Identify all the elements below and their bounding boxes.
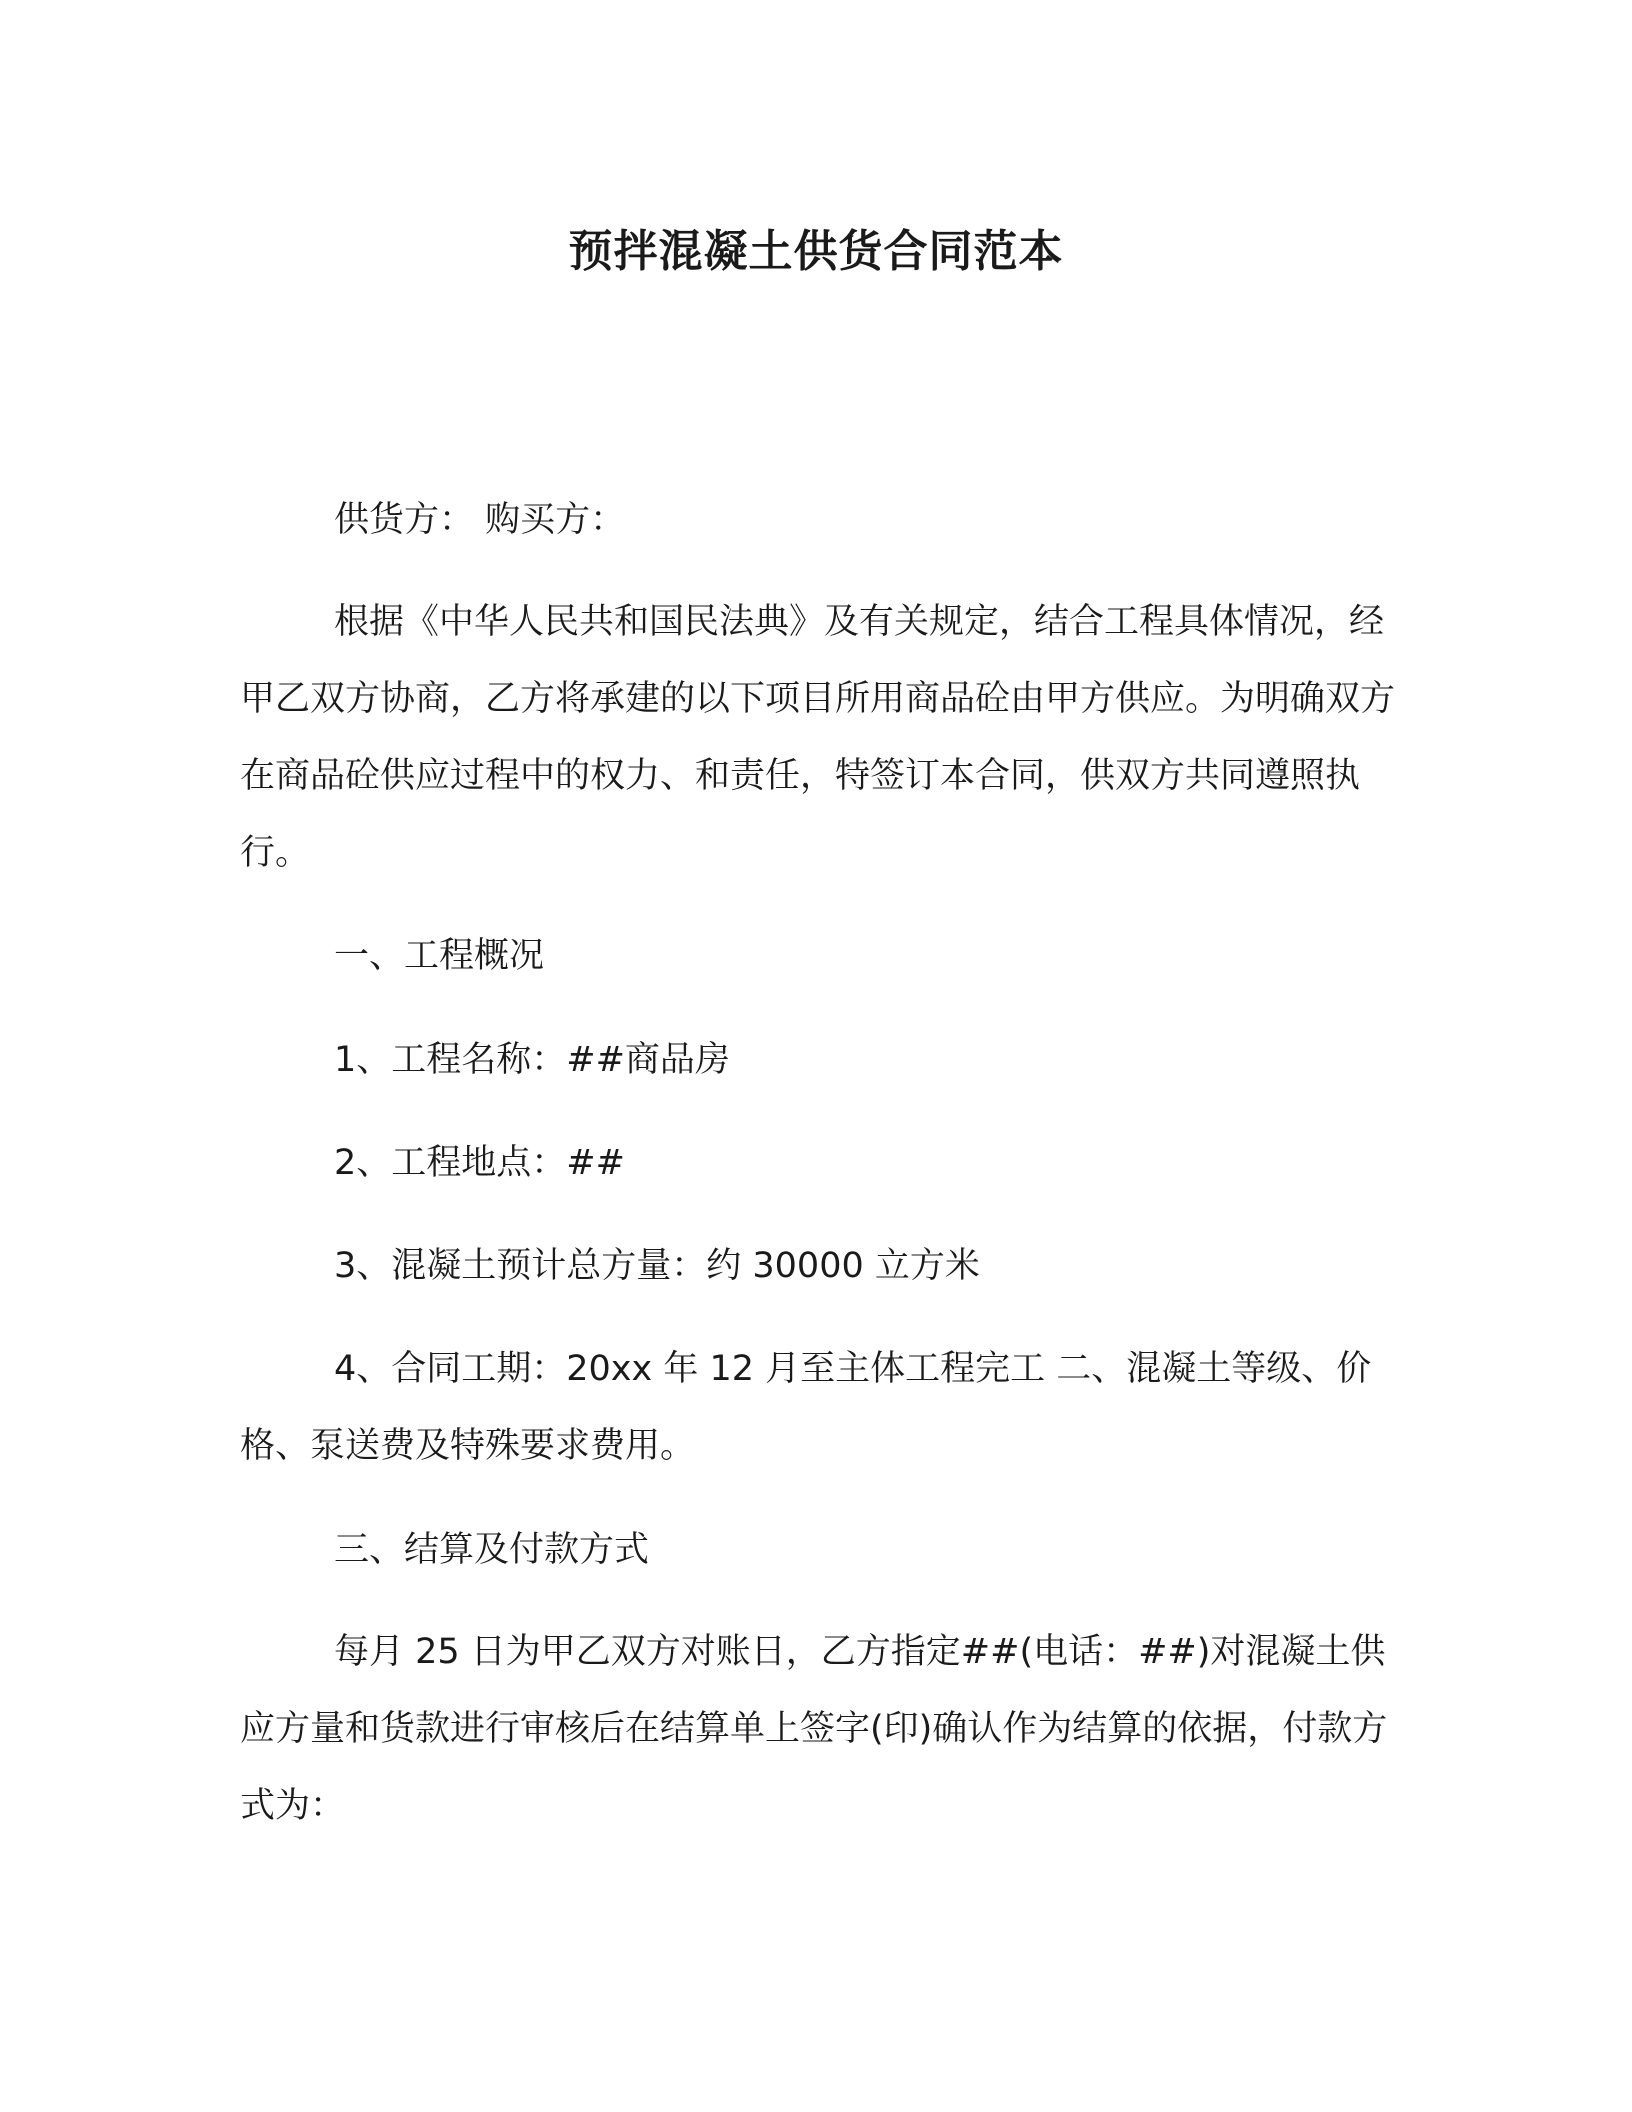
section-heading-3: 三、结算及付款方式 [334, 1530, 650, 1570]
settlement-paragraph: 每月 25 日为甲乙双方对账日，乙方指定##(电话：##)对混凝土供应方量和货款进行审核后在结算单上签字(印)确认作为结算的依据，付款方式为： [240, 1632, 1388, 1826]
section-heading-1: 一、工程概况 [334, 936, 545, 976]
intro-paragraph: 根据《中华人民共和国民法典》及有关规定，结合工程具体情况，经甲乙双方协商，乙方将承建的以下项目所用商品砼由甲方供应。为明确双方在商品砼供应过程中的权力、和责任，特签订本合同，供双方共同遵照执行。 [240, 602, 1396, 873]
concrete-volume-item: 3、混凝土预计总方量：约 30000 立方米 [334, 1246, 980, 1286]
document-title: 预拌混凝土供货合同范本 [568, 226, 1064, 277]
contract-period-item: 4、合同工期：20xx 年 12 月至主体工程完工 二、混凝土等级、价格、泵送费及特殊要求费用。 [240, 1349, 1372, 1466]
project-location-item: 2、工程地点：## [334, 1143, 625, 1183]
parties-line: 供货方： 购买方： [334, 500, 626, 540]
project-name-item: 1、工程名称：##商品房 [334, 1040, 730, 1080]
